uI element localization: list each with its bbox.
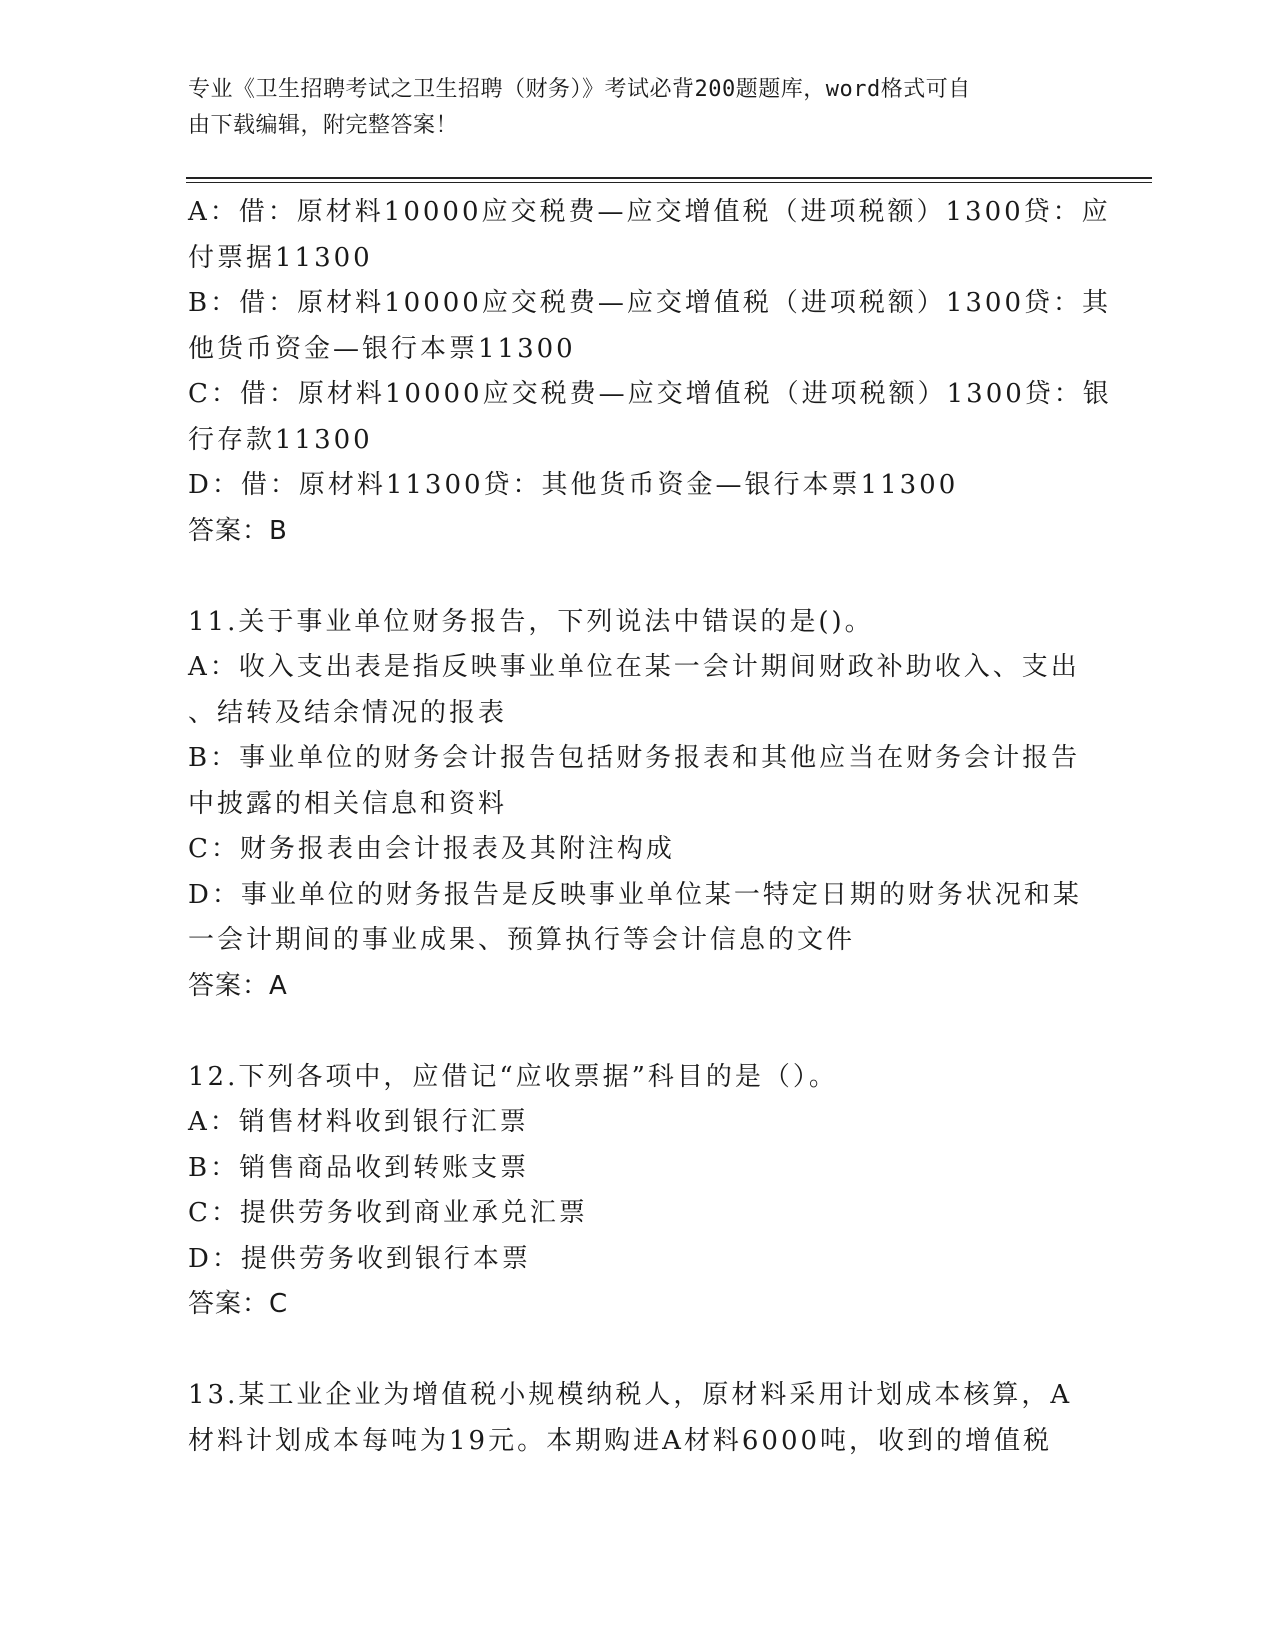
option-line: A：借：原材料10000应交税费—应交增值税（进项税额）1300贷：应 [188, 197, 1111, 227]
question-text: 12.下列各项中，应借记“应收票据”科目的是（）。 [188, 1061, 838, 1092]
question-text: 11.关于事业单位财务报告，下列说法中错误的是()。 [188, 606, 874, 637]
option-line: A：收入支出表是指反映事业单位在某一会计期间财政补助收入、支出 [188, 652, 1080, 682]
header-line: 专业《卫生招聘考试之卫生招聘（财务）》考试必背200题题库，word格式可自 [188, 77, 971, 102]
answer-line: 答案：B [188, 515, 288, 546]
option-line: 行存款11300 [188, 424, 373, 455]
question-block [188, 190, 1112, 554]
option-line: B：借：原材料10000应交税费—应交增值税（进项税额）1300贷：其 [188, 288, 1111, 318]
document-body [188, 190, 1112, 1464]
option-line: 中披露的相关信息和资料 [188, 788, 508, 819]
option-line: C：借：原材料10000应交税费—应交增值税（进项税额）1300贷：银 [188, 379, 1112, 409]
question-block [188, 1373, 1088, 1464]
option-line: 他货币资金—银行本票11300 [188, 333, 576, 364]
question-text: 13.某工业企业为增值税小规模纳税人，原材料采用计划成本核算，A [188, 1380, 1073, 1410]
answer-line: 答案：C [188, 1289, 289, 1319]
option-line: A：销售材料收到银行汇票 [188, 1107, 529, 1137]
header-divider [186, 177, 1152, 183]
question-block [188, 600, 1088, 1010]
question-block [188, 1055, 1088, 1328]
answer-line: 答案：A [188, 970, 288, 1001]
question-text: 材料计划成本每吨为19元。本期购进A材料6000吨，收到的增值税 [188, 1425, 1053, 1456]
option-line: D：借：原材料11300贷：其他货币资金—银行本票11300 [188, 470, 959, 500]
option-line: C：提供劳务收到商业承兑汇票 [188, 1198, 588, 1228]
option-line: 付票据11300 [188, 242, 373, 273]
header-line: 由下载编辑，附完整答案！ [188, 113, 459, 138]
option-line: B：事业单位的财务会计报告包括财务报表和其他应当在财务会计报告 [188, 743, 1081, 773]
page-header [188, 72, 1068, 144]
option-line: 、结转及结余情况的报表 [188, 697, 508, 728]
option-line: B：销售商品收到转账支票 [188, 1152, 530, 1183]
option-line: D：事业单位的财务报告是反映事业单位某一特定日期的财务状况和某 [188, 879, 1082, 910]
option-line: 一会计期间的事业成果、预算执行等会计信息的文件 [188, 925, 856, 955]
option-line: C：财务报表由会计报表及其附注构成 [188, 834, 675, 864]
option-line: D：提供劳务收到银行本票 [188, 1243, 531, 1274]
